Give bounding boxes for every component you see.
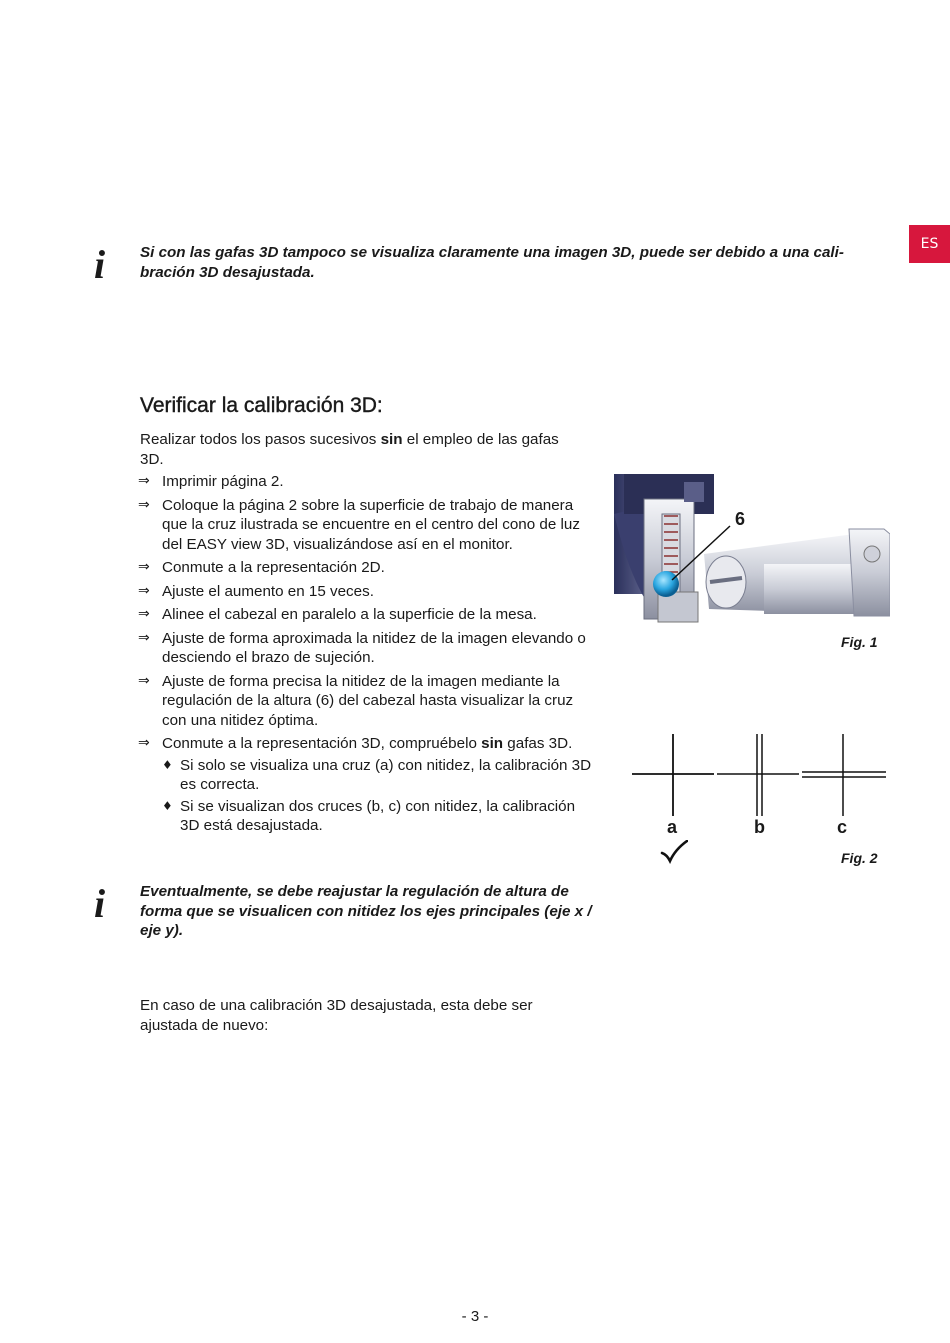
figure-caption: Fig. 2 [841, 850, 878, 866]
step-item [140, 629, 592, 668]
info-note-line: bración 3D desajustada. [140, 263, 315, 281]
cross-c [802, 734, 886, 816]
intro-text: el empleo de las gafas 3D. [140, 431, 559, 468]
info-note-line: Si con las gafas 3D tampoco se visualiza claramente una imagen 3D, puede ser debido a una cali- [140, 244, 844, 261]
sub-item-text: Si solo se visualiza una cruz (a) con nitidez, la calibración 3D es correcta. [180, 756, 592, 793]
intro-text: Realizar todos los pasos sucesivos [140, 431, 381, 448]
calibration-crosses [630, 732, 888, 817]
step-text: Ajuste de forma precisa la nitidez de la imagen mediante la regulación de la altura (6) del cabezal hasta visualizar la cruz con una nitidez óptima. [162, 672, 574, 729]
step-item [140, 496, 592, 555]
cross-a [632, 734, 714, 816]
cross-b [717, 734, 799, 816]
step-item [140, 558, 592, 578]
callout-label: 6 [735, 509, 746, 529]
step-item [140, 472, 592, 492]
arrow-icon: ⇒ [138, 473, 150, 489]
sub-item-text: Si se visualizan dos cruces (b, c) con nitidez, la calibración 3D está desajustada. [180, 797, 576, 834]
sub-list [162, 756, 592, 836]
microscope-illustration [614, 474, 890, 626]
step-text: Conmute a la representación 2D. [162, 559, 385, 576]
step-text: Coloque la página 2 sobre la superficie de trabajo de manera que la cruz ilustrada se encuentre en el centro del cono de luz del EASY view 3D, visualizándose así en el monitor. [162, 496, 580, 553]
step-list [140, 472, 592, 840]
intro-paragraph [140, 430, 585, 469]
info-icon: i [94, 881, 106, 926]
cross-label-a: a [667, 817, 678, 837]
step-item [140, 582, 592, 602]
arrow-icon: ⇒ [138, 582, 150, 599]
page-number: - 3 - [461, 1308, 489, 1325]
info-note [140, 243, 844, 282]
cross-label-b: b [754, 817, 765, 837]
sub-item [162, 797, 592, 836]
step-text: gafas 3D. [503, 735, 573, 752]
figure-caption: Fig. 1 [841, 634, 878, 650]
arrow-icon: ⇒ [138, 629, 150, 646]
step-item [140, 672, 592, 731]
step-text: Ajuste el aumento en 15 veces. [162, 582, 374, 600]
diamond-bullet-icon: ♦ [162, 757, 173, 772]
step-text: Alinee el cabezal en paralelo a la superficie de la mesa. [162, 606, 537, 623]
sub-item [162, 756, 592, 795]
info-icon: i [94, 242, 106, 287]
checkmark-icon [660, 840, 688, 864]
step-text: Conmute a la representación 3D, compruébelo [162, 735, 482, 752]
step-text: Imprimir página 2. [162, 473, 284, 490]
step-text: Ajuste de forma aproximada la nitidez de la imagen elevando o desciendo el brazo de sujeción. [162, 629, 586, 666]
arrow-icon: ⇒ [138, 606, 150, 622]
step-bold: sin [481, 735, 504, 752]
section-heading: Verificar la calibración 3D: [140, 394, 383, 417]
arrow-icon: ⇒ [138, 496, 150, 513]
intro-bold: sin [380, 431, 403, 448]
info-note: Eventualmente, se debe reajustar la regulación de altura de forma que se visualicen con nitidez los ejes principales (eje x / eje y). [140, 883, 592, 939]
arrow-icon: ⇒ [138, 735, 150, 751]
step-item [140, 605, 592, 625]
arrow-icon: ⇒ [138, 559, 150, 575]
step-item [140, 734, 592, 836]
cross-label-c: c [837, 817, 848, 837]
language-tab: ES [909, 225, 950, 263]
closing-paragraph: En caso de una calibración 3D desajustada, esta debe ser ajustada de nuevo: [140, 997, 533, 1034]
diamond-bullet-icon: ♦ [162, 798, 173, 813]
arrow-icon: ⇒ [138, 672, 150, 689]
